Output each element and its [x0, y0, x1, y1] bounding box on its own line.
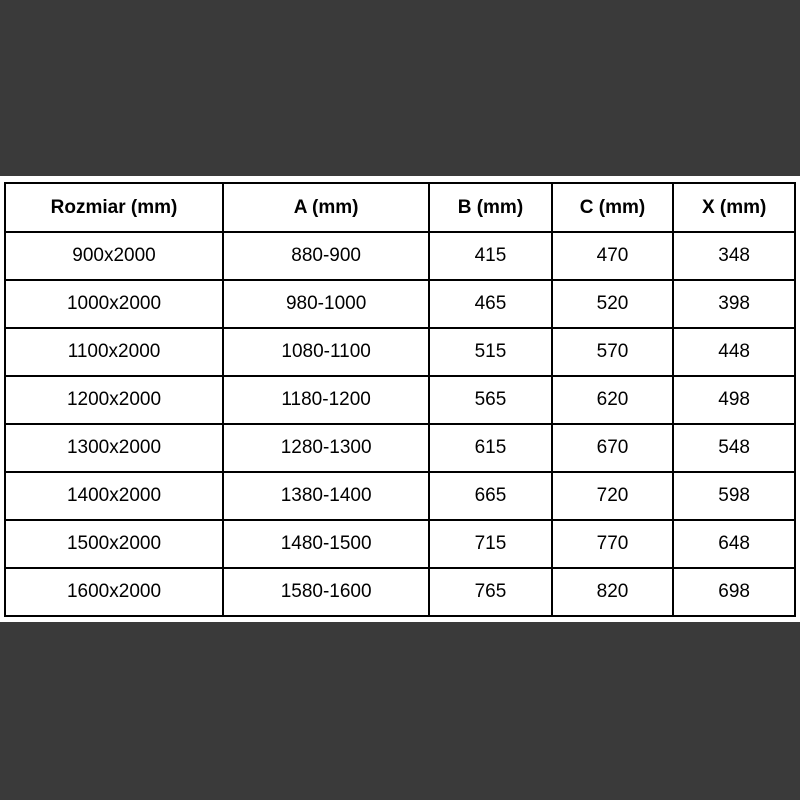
cell-size: 1500x2000 — [5, 520, 223, 568]
cell-b: 615 — [429, 424, 551, 472]
cell-c: 770 — [552, 520, 674, 568]
cell-c: 620 — [552, 376, 674, 424]
col-header-a: A (mm) — [223, 183, 429, 232]
cell-b: 765 — [429, 568, 551, 616]
cell-size: 1600x2000 — [5, 568, 223, 616]
cell-c: 520 — [552, 280, 674, 328]
cell-x: 698 — [673, 568, 795, 616]
cell-x: 498 — [673, 376, 795, 424]
cell-size: 1100x2000 — [5, 328, 223, 376]
cell-a: 980-1000 — [223, 280, 429, 328]
col-header-b: B (mm) — [429, 183, 551, 232]
cell-x: 598 — [673, 472, 795, 520]
cell-c: 570 — [552, 328, 674, 376]
table-row — [5, 568, 795, 616]
table-header — [5, 183, 795, 232]
table-row — [5, 232, 795, 280]
table-band — [0, 176, 800, 622]
cell-b: 415 — [429, 232, 551, 280]
cell-c: 820 — [552, 568, 674, 616]
cell-a: 1480-1500 — [223, 520, 429, 568]
cell-x: 548 — [673, 424, 795, 472]
cell-b: 665 — [429, 472, 551, 520]
table-row — [5, 376, 795, 424]
cell-b: 515 — [429, 328, 551, 376]
col-header-rozmiar: Rozmiar (mm) — [5, 183, 223, 232]
cell-a: 880-900 — [223, 232, 429, 280]
cell-x: 348 — [673, 232, 795, 280]
cell-size: 1300x2000 — [5, 424, 223, 472]
cell-a: 1080-1100 — [223, 328, 429, 376]
cell-b: 465 — [429, 280, 551, 328]
cell-c: 670 — [552, 424, 674, 472]
cell-a: 1580-1600 — [223, 568, 429, 616]
header-row — [5, 183, 795, 232]
size-spec-table — [4, 182, 796, 617]
cell-size: 1400x2000 — [5, 472, 223, 520]
table-row — [5, 328, 795, 376]
table-row — [5, 424, 795, 472]
table-row — [5, 472, 795, 520]
cell-size: 900x2000 — [5, 232, 223, 280]
cell-size: 1000x2000 — [5, 280, 223, 328]
cell-x: 448 — [673, 328, 795, 376]
cell-c: 470 — [552, 232, 674, 280]
table-row — [5, 280, 795, 328]
cell-size: 1200x2000 — [5, 376, 223, 424]
table-body — [5, 232, 795, 616]
cell-x: 648 — [673, 520, 795, 568]
cell-x: 398 — [673, 280, 795, 328]
cell-a: 1280-1300 — [223, 424, 429, 472]
cell-b: 565 — [429, 376, 551, 424]
cell-b: 715 — [429, 520, 551, 568]
cell-c: 720 — [552, 472, 674, 520]
col-header-x: X (mm) — [673, 183, 795, 232]
cell-a: 1180-1200 — [223, 376, 429, 424]
cell-a: 1380-1400 — [223, 472, 429, 520]
table-row — [5, 520, 795, 568]
col-header-c: C (mm) — [552, 183, 674, 232]
